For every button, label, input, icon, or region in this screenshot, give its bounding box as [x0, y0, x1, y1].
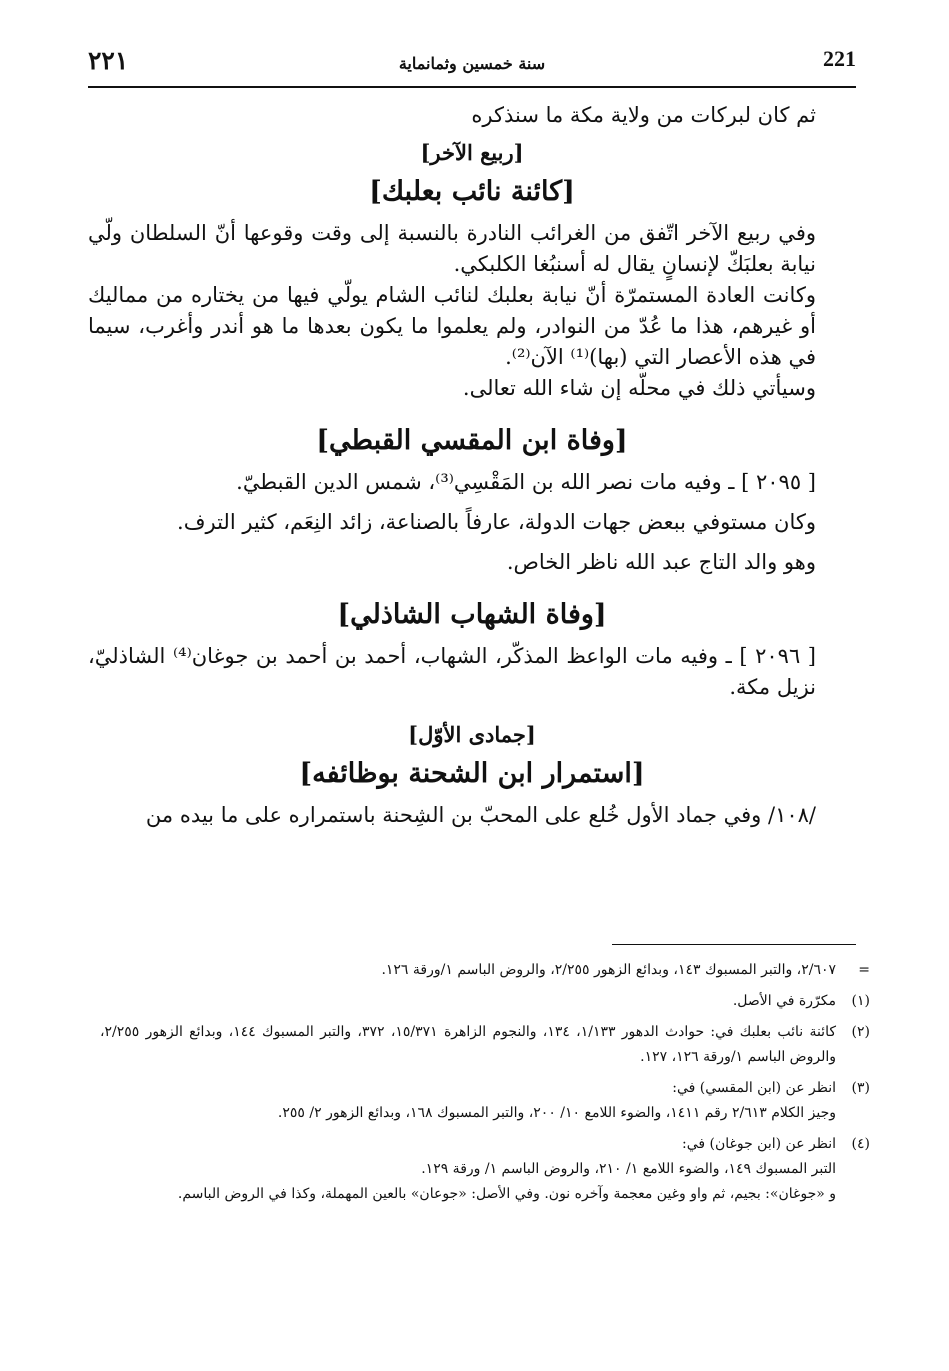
footnote-text: مكرّرة في الأصل.	[732, 993, 836, 1009]
entry-paragraph: [ ٢٠٩٦ ] ـ وفيه مات الواعظ المذكّر، الشهاب، أحمد بن أحمد بن جوغان⁽⁴⁾ الشاذليّ، نزيل مكة.	[88, 644, 816, 699]
main-text	[88, 100, 856, 831]
footnote-text: انظر عن (ابن المقسي) في:	[672, 1080, 836, 1096]
section-heading: [استمرار ابن الشحنة بوظائفه]	[299, 758, 645, 789]
paragraph: وكانت العادة المستمرّة أنّ نيابة بعلبك لنائب الشام يولّي فيها من يختاره من مماليك أو غيرهم، هذا ما عُدّ من النوادر، ولم يعلموا ما يكون بعدها ما هو أندر وأغرب، سيما في هذه الأعصار التي (بها)⁽¹⁾ الآن⁽²⁾.	[88, 283, 816, 369]
paragraph: وفي ربيع الآخر اتّفق من الغرائب النادرة بالنسبة إلى وقت وقوعها أنّ السلطان ولّي نيابة بعلبَكّ لإنسانٍ يقال له أسنبُغا الكلبكي.	[88, 221, 816, 276]
footnote	[100, 1020, 870, 1070]
footnote-marker: (٣)	[851, 1080, 870, 1096]
page-number-arabic: ٢٢١	[88, 46, 129, 75]
entry-paragraph: [ ٢٠٩٥ ] ـ وفيه مات نصر الله بن المَقْسِي⁽³⁾، شمس الدين القبطيّ.	[236, 470, 816, 494]
page-number-latin: 221	[823, 46, 856, 71]
footnote-text: كائنة نائب بعلبك في: حوادث الدهور ١/١٣٣، ١٣٤، والنجوم الزاهرة ١٥/٣٧١، ٣٧٢، والتبر المسبوك ١٤٤، وبدائع الزهور ٢/٢٥٥، والروض الباسم ١/ورقة ١٢٦، ١٢٧.	[100, 1024, 837, 1065]
footnote-marker: (١)	[851, 993, 870, 1009]
footnote-text: و «جوغان»: بجيم، ثم واو وغين معجمة وآخره نون. وفي الأصل: «جوعان» بالعين المهملة، وكذا في الروض الباسم.	[177, 1186, 836, 1202]
footnote-text: وجيز الكلام ٢/٦١٣ رقم ١٤١١، والضوء اللامع ١٠/ ٢٠٠، والتبر المسبوك ١٦٨، وبدائع الزهور ٢/ ٢٥٥.	[277, 1105, 836, 1121]
footnote	[100, 989, 870, 1014]
section-heading: [وفاة الشهاب الشاذلي]	[337, 599, 607, 630]
footnote-text: التبر المسبوك ١٤٩، والضوء اللامع ١/ ٢١٠، والروض الباسم ١/ ورقة ١٢٩.	[421, 1161, 836, 1177]
footnote-text: انظر عن (ابن جوغان) في:	[681, 1136, 836, 1152]
paragraph: /١٠٨/ وفي جماد الأول خُلع على المحبّ بن الشِحنة باستمراره على ما بيده من	[145, 803, 816, 827]
footnote-marker: (٤)	[851, 1136, 870, 1152]
footnote	[100, 1132, 870, 1207]
section-heading: [وفاة ابن المقسي القبطي]	[316, 425, 628, 456]
footnote-rule	[612, 944, 856, 945]
month-heading: [جمادى الأوّل]	[408, 722, 536, 747]
footnote-marker: (٢)	[851, 1024, 870, 1040]
footnotes	[100, 958, 870, 1207]
footnote	[100, 958, 870, 983]
paragraph: وكان مستوفي ببعض جهات الدولة، عارفاً بالصناعة، زائد النِعَم، كثير الترف.	[177, 510, 816, 534]
month-heading: [ربيع الآخر]	[420, 140, 524, 165]
header-rule	[88, 86, 856, 88]
section-heading: [كائنة نائب بعلبك]	[369, 176, 575, 207]
running-title: سنة خمسين وثمانماية	[398, 54, 546, 73]
paragraph: وسيأتي ذلك في محلّه إن شاء الله تعالى.	[462, 376, 816, 400]
footnote	[100, 1076, 870, 1126]
footnote-text: ٢/٦٠٧، والتبر المسبوك ١٤٣، وبدائع الزهور ٢/٢٥٥، والروض الباسم ١/ورقة ١٢٦.	[381, 962, 836, 978]
footnote-marker: =	[858, 962, 870, 978]
paragraph: ثم كان لبركات من ولاية مكة ما سنذكره	[471, 103, 816, 127]
page-header	[88, 38, 856, 86]
paragraph: وهو والد التاج عبد الله ناظر الخاص.	[506, 550, 816, 574]
